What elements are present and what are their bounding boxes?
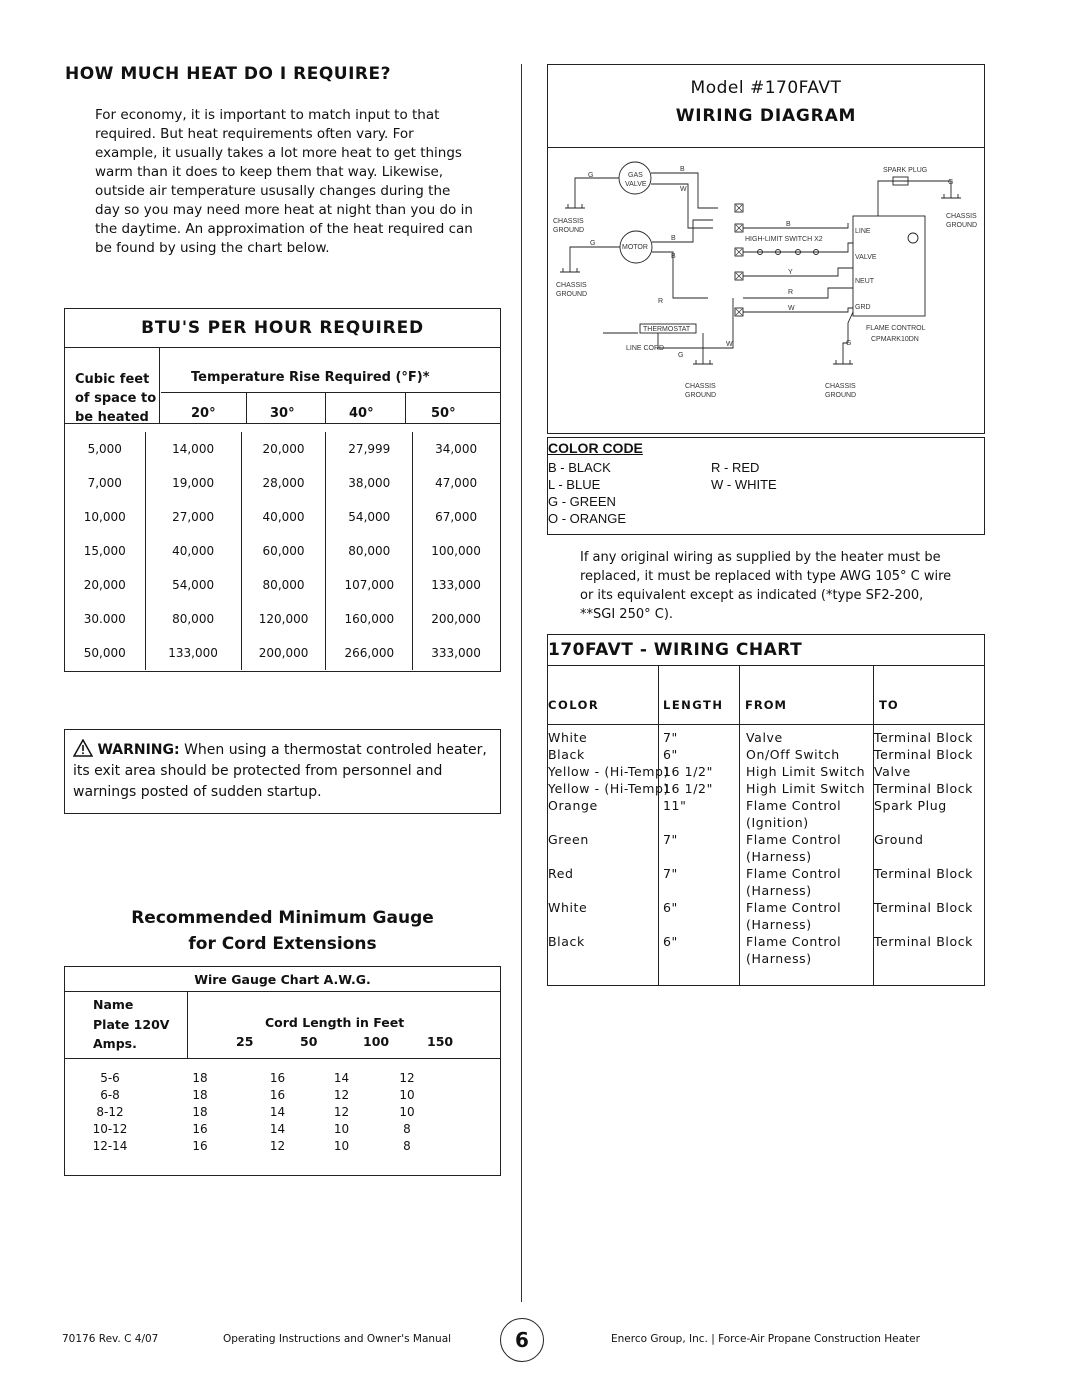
- wc-length: 11": [663, 798, 687, 813]
- svg-text:Y: Y: [788, 269, 793, 276]
- svg-text:LINE CORD: LINE CORD: [626, 345, 665, 352]
- btu-value: 38,000: [326, 466, 413, 500]
- svg-text:GROUND: GROUND: [946, 222, 978, 229]
- btu-table: [65, 432, 499, 670]
- how-much-heat-body: For economy, it is important to match input to that required. But heat requirements often vary. For example, it usually takes a lot more heat to get things warm than it does to keep them that way. Likewise, outside air temperature ususally changes during the day so you may need more heat at night than you do in the daytime. An approximation of the heat required can be found by using the chart below.: [95, 107, 473, 256]
- cord-length-header: Cord Length in Feet: [265, 1015, 405, 1030]
- svg-text:CHASSIS: CHASSIS: [685, 383, 716, 390]
- btu-value: 67,000: [435, 510, 478, 524]
- wc-length: 16 1/2": [663, 764, 713, 779]
- svg-text:CHASSIS: CHASSIS: [825, 383, 856, 390]
- svg-text:SPARK PLUG: SPARK PLUG: [883, 167, 928, 174]
- btu-cubic-feet: 7,000: [65, 466, 145, 500]
- wc-header-length: LENGTH: [663, 698, 724, 712]
- temp-rise-header: Temperature Rise Required (°F)*: [191, 370, 430, 385]
- awg-gauge: 16: [269, 1087, 286, 1102]
- awg-row: [65, 1086, 441, 1103]
- awg-row: [65, 1103, 441, 1120]
- btu-value: 200,000: [431, 612, 481, 626]
- wc-from: (Harness): [746, 849, 812, 864]
- btu-value: 54,000: [145, 568, 241, 602]
- color-code-item: W - WHITE: [711, 477, 777, 492]
- btu-row: [65, 432, 499, 466]
- btu-table-box: [64, 308, 501, 672]
- awg-table-box: [64, 966, 501, 1176]
- awg-gauge: 14: [269, 1104, 286, 1119]
- wc-from: (Harness): [746, 883, 812, 898]
- awg-gauge: 12: [399, 1070, 415, 1085]
- svg-text:W: W: [680, 186, 687, 193]
- svg-text:CHASSIS: CHASSIS: [553, 218, 584, 225]
- awg-amps: 6-8: [100, 1087, 120, 1102]
- svg-text:LINE: LINE: [855, 228, 871, 235]
- svg-text:GROUND: GROUND: [553, 227, 585, 234]
- wc-length: 6": [663, 900, 678, 915]
- wc-length: 6": [663, 747, 678, 762]
- svg-text:G: G: [948, 179, 954, 186]
- awg-gauge: 10: [333, 1121, 350, 1136]
- gauge-title: Recommended Minimum Gauge for Cord Extensions: [131, 908, 434, 954]
- wc-header-from: FROM: [745, 698, 787, 712]
- btu-row: [65, 568, 499, 602]
- awg-gauge: 18: [192, 1087, 208, 1102]
- wiring-chart-title: 170FAVT - WIRING CHART: [548, 635, 984, 666]
- btu-value: 80,000: [241, 568, 326, 602]
- model-title: Model #170FAVT: [690, 78, 842, 98]
- btu-value: 27,000: [145, 500, 241, 534]
- btu-cubic-feet: 10,000: [65, 500, 145, 534]
- temp-30: 30°: [270, 406, 295, 421]
- awg-gauge: 10: [399, 1104, 415, 1119]
- awg-gauge: 16: [269, 1070, 286, 1085]
- svg-text:NEUT: NEUT: [855, 278, 875, 285]
- wc-to: Ground: [874, 832, 924, 847]
- svg-text:HIGH-LIMIT SWITCH X2: HIGH-LIMIT SWITCH X2: [745, 236, 823, 243]
- wc-from: (Ignition): [746, 815, 809, 830]
- btu-value: 19,000: [145, 466, 241, 500]
- svg-text:VALVE: VALVE: [625, 181, 647, 188]
- svg-text:W: W: [726, 341, 733, 348]
- btu-value: 133,000: [431, 578, 481, 592]
- btu-value: 40,000: [145, 534, 241, 568]
- wc-to: Terminal Block: [874, 730, 974, 745]
- svg-text:GROUND: GROUND: [685, 392, 717, 399]
- svg-text:R: R: [658, 298, 664, 305]
- svg-text:GROUND: GROUND: [825, 392, 857, 399]
- svg-text:B: B: [680, 166, 685, 173]
- wc-from: (Harness): [746, 917, 812, 932]
- wc-to: Terminal Block: [874, 866, 974, 881]
- wc-color: White: [548, 730, 588, 745]
- color-code-right: [711, 459, 777, 493]
- btu-value: 54,000: [326, 500, 413, 534]
- btu-value: 80,000: [326, 534, 413, 568]
- svg-text:CPMARK10DN: CPMARK10DN: [871, 336, 919, 343]
- wc-color: Red: [548, 866, 574, 881]
- wc-color: Green: [548, 832, 589, 847]
- wc-length: 6": [663, 934, 678, 949]
- temp-20: 20°: [191, 406, 216, 421]
- warning-text: When using a thermostat controled heater, its exit area should be protected from personnel and warnings posted of sudden startup.: [73, 742, 487, 800]
- wc-length: 7": [663, 866, 678, 881]
- len-25: 25: [236, 1034, 254, 1049]
- wc-to: Valve: [874, 764, 911, 779]
- awg-gauge: 18: [192, 1104, 208, 1119]
- svg-text:B: B: [671, 253, 676, 260]
- wc-header-color: COLOR: [548, 698, 600, 712]
- color-code-box: [547, 437, 985, 535]
- wiring-diagram-title: WIRING DIAGRAM: [675, 106, 857, 126]
- btu-value: 80,000: [145, 602, 241, 636]
- wc-from: High Limit Switch: [746, 781, 866, 796]
- svg-text:G: G: [588, 172, 594, 179]
- btu-value: 107,000: [326, 568, 413, 602]
- color-code-item: B - BLACK: [548, 460, 611, 475]
- btu-value: 266,000: [326, 636, 413, 670]
- btu-value: 100,000: [431, 544, 481, 558]
- btu-value: 133,000: [145, 636, 241, 670]
- btu-row: [65, 500, 499, 534]
- awg-amps: 5-6: [100, 1070, 120, 1085]
- wc-length: 16 1/2": [663, 781, 713, 796]
- column-divider: [521, 64, 522, 1302]
- footer-manual: Operating Instructions and Owner's Manual: [223, 1333, 452, 1345]
- warning-triangle-icon: [73, 739, 93, 757]
- wc-to: Terminal Block: [874, 934, 974, 949]
- svg-text:MOTOR: MOTOR: [622, 244, 648, 251]
- wiring-diagram-box: [547, 64, 985, 434]
- btu-row: [65, 534, 499, 568]
- wc-color: Yellow - (Hi-Temp): [548, 764, 670, 779]
- svg-text:G: G: [846, 340, 852, 347]
- wc-length: 7": [663, 730, 678, 745]
- svg-text:CHASSIS: CHASSIS: [556, 282, 587, 289]
- wc-length: 7": [663, 832, 678, 847]
- len-100: 100: [363, 1034, 390, 1049]
- btu-value: 200,000: [241, 636, 326, 670]
- btu-cubic-feet: 50,000: [65, 636, 145, 670]
- footer-doc-number: 70176 Rev. C 4/07: [62, 1333, 159, 1345]
- btu-row: [65, 602, 499, 636]
- btu-value: 20,000: [241, 432, 326, 466]
- wc-to: Terminal Block: [874, 900, 974, 915]
- temp-50: 50°: [431, 406, 456, 421]
- color-code-left: [548, 459, 626, 527]
- wc-to: Terminal Block: [874, 781, 974, 796]
- awg-gauge: 16: [192, 1121, 208, 1136]
- svg-text:R: R: [788, 289, 794, 296]
- btu-value: 333,000: [431, 646, 481, 660]
- page-number: 6: [500, 1318, 544, 1362]
- wc-from: Flame Control: [746, 798, 842, 813]
- btu-value: 14,000: [145, 432, 241, 466]
- awg-gauge: 14: [333, 1070, 350, 1085]
- awg-gauge: 12: [333, 1087, 350, 1102]
- awg-row: [65, 1069, 441, 1086]
- awg-gauge: 18: [192, 1070, 208, 1085]
- awg-gauge: 14: [269, 1121, 286, 1136]
- awg-gauge: 12: [333, 1104, 350, 1119]
- svg-text:VALVE: VALVE: [855, 254, 877, 261]
- color-code-title: COLOR CODE: [548, 440, 643, 456]
- warning-box: [64, 729, 501, 814]
- awg-gauge: 16: [192, 1138, 208, 1153]
- btu-value: 60,000: [241, 534, 326, 568]
- wc-from: Valve: [746, 730, 783, 745]
- btu-row: [65, 636, 499, 670]
- svg-text:G: G: [590, 240, 596, 247]
- footer-company: Enerco Group, Inc. | Force-Air Propane Construction Heater: [611, 1333, 920, 1345]
- awg-amps: 12-14: [92, 1138, 128, 1153]
- awg-amps: 8-12: [96, 1104, 124, 1119]
- awg-name-header: Name Plate 120V Amps.: [93, 997, 170, 1051]
- btu-value: 28,000: [241, 466, 326, 500]
- awg-gauge: 8: [403, 1121, 411, 1136]
- btu-cubic-feet: 15,000: [65, 534, 145, 568]
- wc-color: White: [548, 900, 588, 915]
- btu-value: 27,999: [326, 432, 413, 466]
- btu-row: [65, 466, 499, 500]
- color-code-item: O - ORANGE: [548, 511, 627, 526]
- wiring-note: If any original wiring as supplied by the heater must be replaced, it must be replaced with type AWG 105° C wire or its equivalent except as indicated (*type SF2-200, **SGI 250° C).: [580, 550, 952, 622]
- len-150: 150: [427, 1034, 454, 1049]
- wc-color: Black: [548, 747, 585, 762]
- wc-from: On/Off Switch: [746, 747, 840, 762]
- btu-cubic-feet: 20,000: [65, 568, 145, 602]
- wc-from: Flame Control: [746, 832, 842, 847]
- wc-color: Black: [548, 934, 585, 949]
- wc-color: Yellow - (Hi-Temp): [548, 781, 670, 796]
- svg-text:THERMOSTAT: THERMOSTAT: [643, 326, 691, 333]
- svg-text:GROUND: GROUND: [556, 291, 588, 298]
- wc-from: Flame Control: [746, 866, 842, 881]
- awg-row: [65, 1120, 441, 1137]
- wc-from: High Limit Switch: [746, 764, 866, 779]
- svg-text:GAS: GAS: [628, 172, 643, 179]
- awg-gauge: 10: [399, 1087, 415, 1102]
- btu-table-title: BTU'S PER HOUR REQUIRED: [65, 309, 500, 348]
- warning-label: WARNING:: [97, 742, 180, 758]
- awg-row: [65, 1137, 441, 1154]
- wc-from: Flame Control: [746, 900, 842, 915]
- color-code-item: G - GREEN: [548, 494, 616, 509]
- wc-from: (Harness): [746, 951, 812, 966]
- color-code-item: L - BLUE: [548, 477, 601, 492]
- wiring-diagram: [548, 148, 983, 432]
- svg-text:GRD: GRD: [855, 304, 871, 311]
- svg-text:B: B: [786, 221, 791, 228]
- btu-value: 120,000: [241, 602, 326, 636]
- awg-gauge: 12: [269, 1138, 286, 1153]
- svg-text:B: B: [671, 235, 676, 242]
- awg-table-title: Wire Gauge Chart A.W.G.: [65, 967, 500, 992]
- svg-text:G: G: [678, 352, 684, 359]
- btu-value: 34,000: [435, 442, 478, 456]
- wc-to: Terminal Block: [874, 747, 974, 762]
- btu-value: 160,000: [326, 602, 413, 636]
- wc-from: Flame Control: [746, 934, 842, 949]
- temp-40: 40°: [349, 406, 374, 421]
- btu-cubic-feet: 5,000: [65, 432, 145, 466]
- awg-gauge: 8: [403, 1138, 411, 1153]
- how-much-heat-title: HOW MUCH HEAT DO I REQUIRE?: [65, 64, 391, 84]
- awg-gauge: 10: [333, 1138, 350, 1153]
- svg-text:FLAME CONTROL: FLAME CONTROL: [866, 325, 926, 332]
- btu-cubic-feet: 30.000: [65, 602, 145, 636]
- btu-col1-header: Cubic feet of space to be heated: [75, 372, 157, 425]
- btu-value: 47,000: [435, 476, 478, 490]
- btu-value: 40,000: [241, 500, 326, 534]
- svg-text:CHASSIS: CHASSIS: [946, 213, 977, 220]
- awg-table: [65, 1069, 441, 1154]
- awg-amps: 10-12: [92, 1121, 128, 1136]
- wc-to: Spark Plug: [874, 798, 947, 813]
- len-50: 50: [300, 1034, 318, 1049]
- wc-header-to: TO: [879, 698, 899, 712]
- color-code-item: R - RED: [711, 460, 760, 475]
- wiring-chart-box: [547, 634, 985, 986]
- svg-text:W: W: [788, 305, 795, 312]
- wc-color: Orange: [548, 798, 598, 813]
